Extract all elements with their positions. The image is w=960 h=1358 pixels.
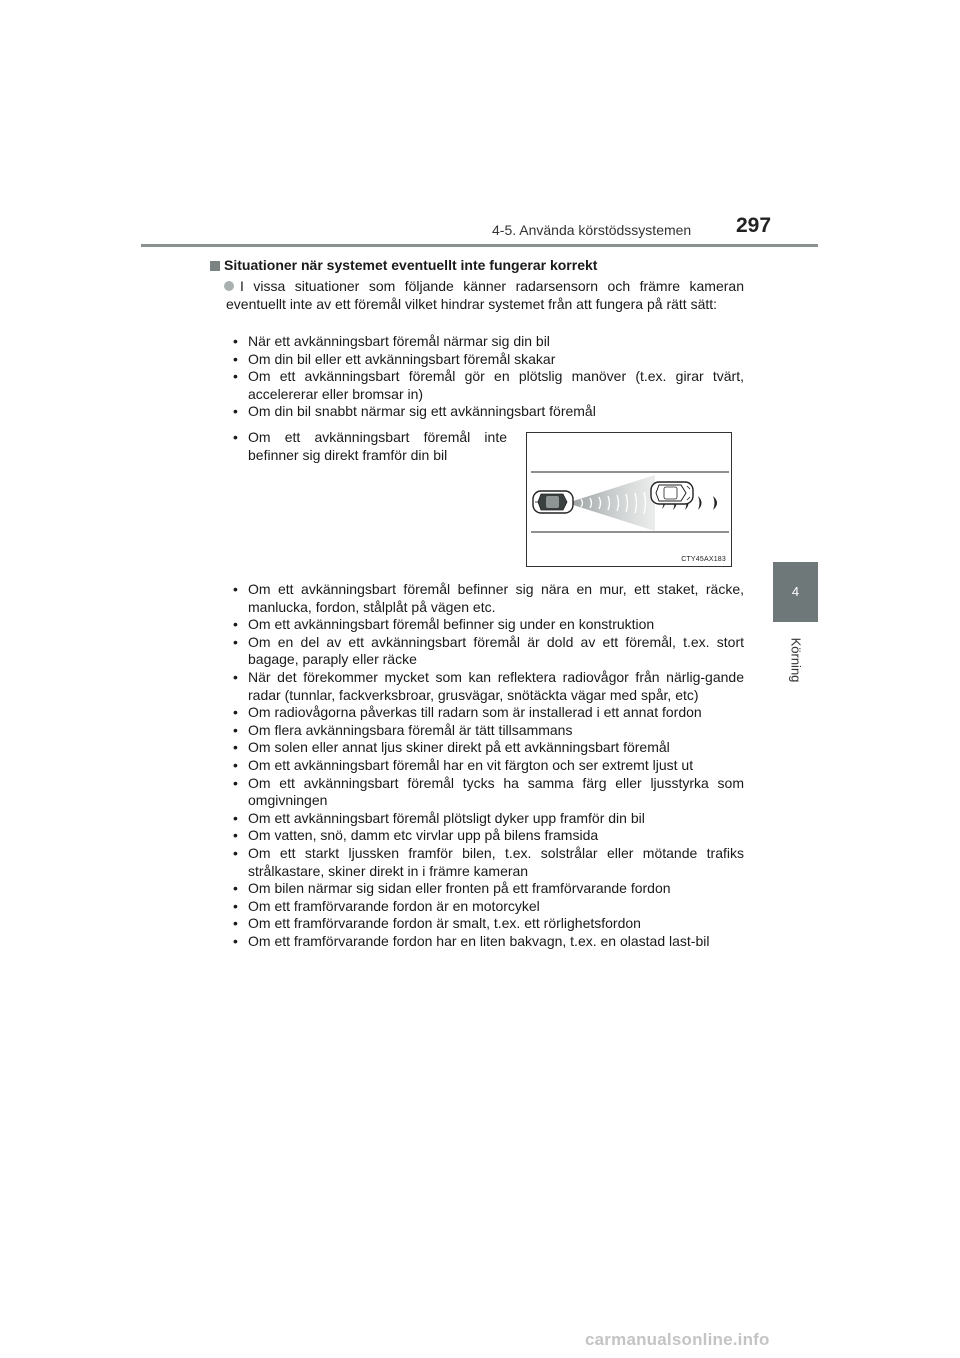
list-item: • Om ett avkänningsbart föremål tycks ha samma färg eller ljusstyrka som omgivningen	[233, 774, 744, 809]
section-heading	[210, 256, 597, 274]
list-item: • Om ett avkänningsbart föremål befinner sig under en konstruktion	[233, 616, 655, 633]
header-section-title: 4-5. Använda körstödssystemen	[492, 222, 692, 238]
circle-bullet-icon	[224, 281, 234, 291]
chapter-tab	[773, 562, 818, 622]
list-item: • Om ett starkt ljussken framför bilen, t.ex. solstrålar eller mötande trafiks strålkastare, skiner direkt in i främre kameran	[233, 844, 744, 879]
intro-text: I vissa situationer som följande känner radarsensorn och främre kameran eventuellt inte av ett föremål vilket hindrar systemet från att fungera på rätt sätt:	[226, 278, 744, 312]
list-item: • Om ett framförvarande fordon är smalt, t.ex. ett rörlighetsfordon	[233, 915, 641, 932]
list-item: • Om din bil eller ett avkänningsbart föremål skakar	[233, 350, 556, 367]
list-item: • Om ett avkänningsbart föremål befinner sig nära en mur, ett staket, räcke, manlucka, fordon, stålplåt på vägen etc.	[233, 581, 744, 615]
bullet-list-bottom	[231, 581, 744, 950]
bullet-list-figure	[231, 429, 507, 464]
chapter-number: 4	[791, 584, 800, 599]
bullet-list-top	[231, 333, 744, 421]
list-item: • Om ett framförvarande fordon är en motorcykel	[233, 897, 540, 914]
list-item: • Om ett avkänningsbart föremål har en vit färgton och ser extremt ljust ut	[233, 756, 694, 773]
figure-code: CTY45AX183	[681, 556, 726, 563]
list-item: • Om vatten, snö, damm etc virvlar upp på bilens framsida	[233, 827, 599, 844]
radar-illustration-drawing	[527, 433, 732, 567]
list-item: • Om ett framförvarande fordon har en liten bakvagn, t.ex. en olastad last-bil	[233, 932, 710, 949]
list-item: • Om radiovågorna påverkas till radarn som är installerad i ett annat fordon	[233, 704, 702, 721]
list-item: • När ett avkänningsbart föremål närmar sig din bil	[233, 333, 550, 349]
list-item: • Om ett avkänningsbart föremål inte befinner sig direkt framför din bil	[233, 429, 507, 463]
list-item: • Om flera avkänningsbara föremål är tätt tillsammans	[233, 721, 573, 738]
header-rule	[141, 244, 818, 247]
watermark: carmanualsonline.info	[585, 1330, 770, 1349]
chapter-label	[780, 630, 812, 690]
list-item: • Om din bil snabbt närmar sig ett avkänningsbart föremål	[233, 403, 596, 420]
target-car	[651, 482, 693, 504]
radar-beam	[567, 475, 655, 531]
list-item: • Om en del av ett avkänningsbart föremål är dold av ett föremål, t.ex. stort bagage, paraply eller räcke	[233, 633, 744, 668]
intro-paragraph	[226, 277, 744, 313]
square-bullet-icon	[210, 261, 220, 271]
list-item: • Om bilen närmar sig sidan eller fronten på ett framförvarande fordon	[233, 880, 671, 897]
list-item: • Om ett avkänningsbart föremål plötsligt dyker upp framför din bil	[233, 809, 645, 826]
page-number: 297	[736, 214, 772, 237]
list-item: • Om ett avkänningsbart föremål gör en plötslig manöver (t.ex. girar tvärt, accelererar eller bromsar in)	[233, 368, 744, 402]
chapter-label-text: Körning	[788, 637, 804, 683]
radar-illustration	[526, 432, 732, 567]
list-item: • Om solen eller annat ljus skiner direkt på ett avkänningsbart föremål	[233, 739, 670, 756]
list-item: • När det förekommer mycket som kan reflektera radiovågor från närlig-gande radar (tunnlar, fackverksbroar, grusvägar, snötäckta vägar med spår, etc)	[233, 668, 744, 703]
own-car	[533, 491, 573, 513]
section-heading-text: Situationer när systemet eventuellt inte fungerar korrekt	[224, 257, 598, 273]
